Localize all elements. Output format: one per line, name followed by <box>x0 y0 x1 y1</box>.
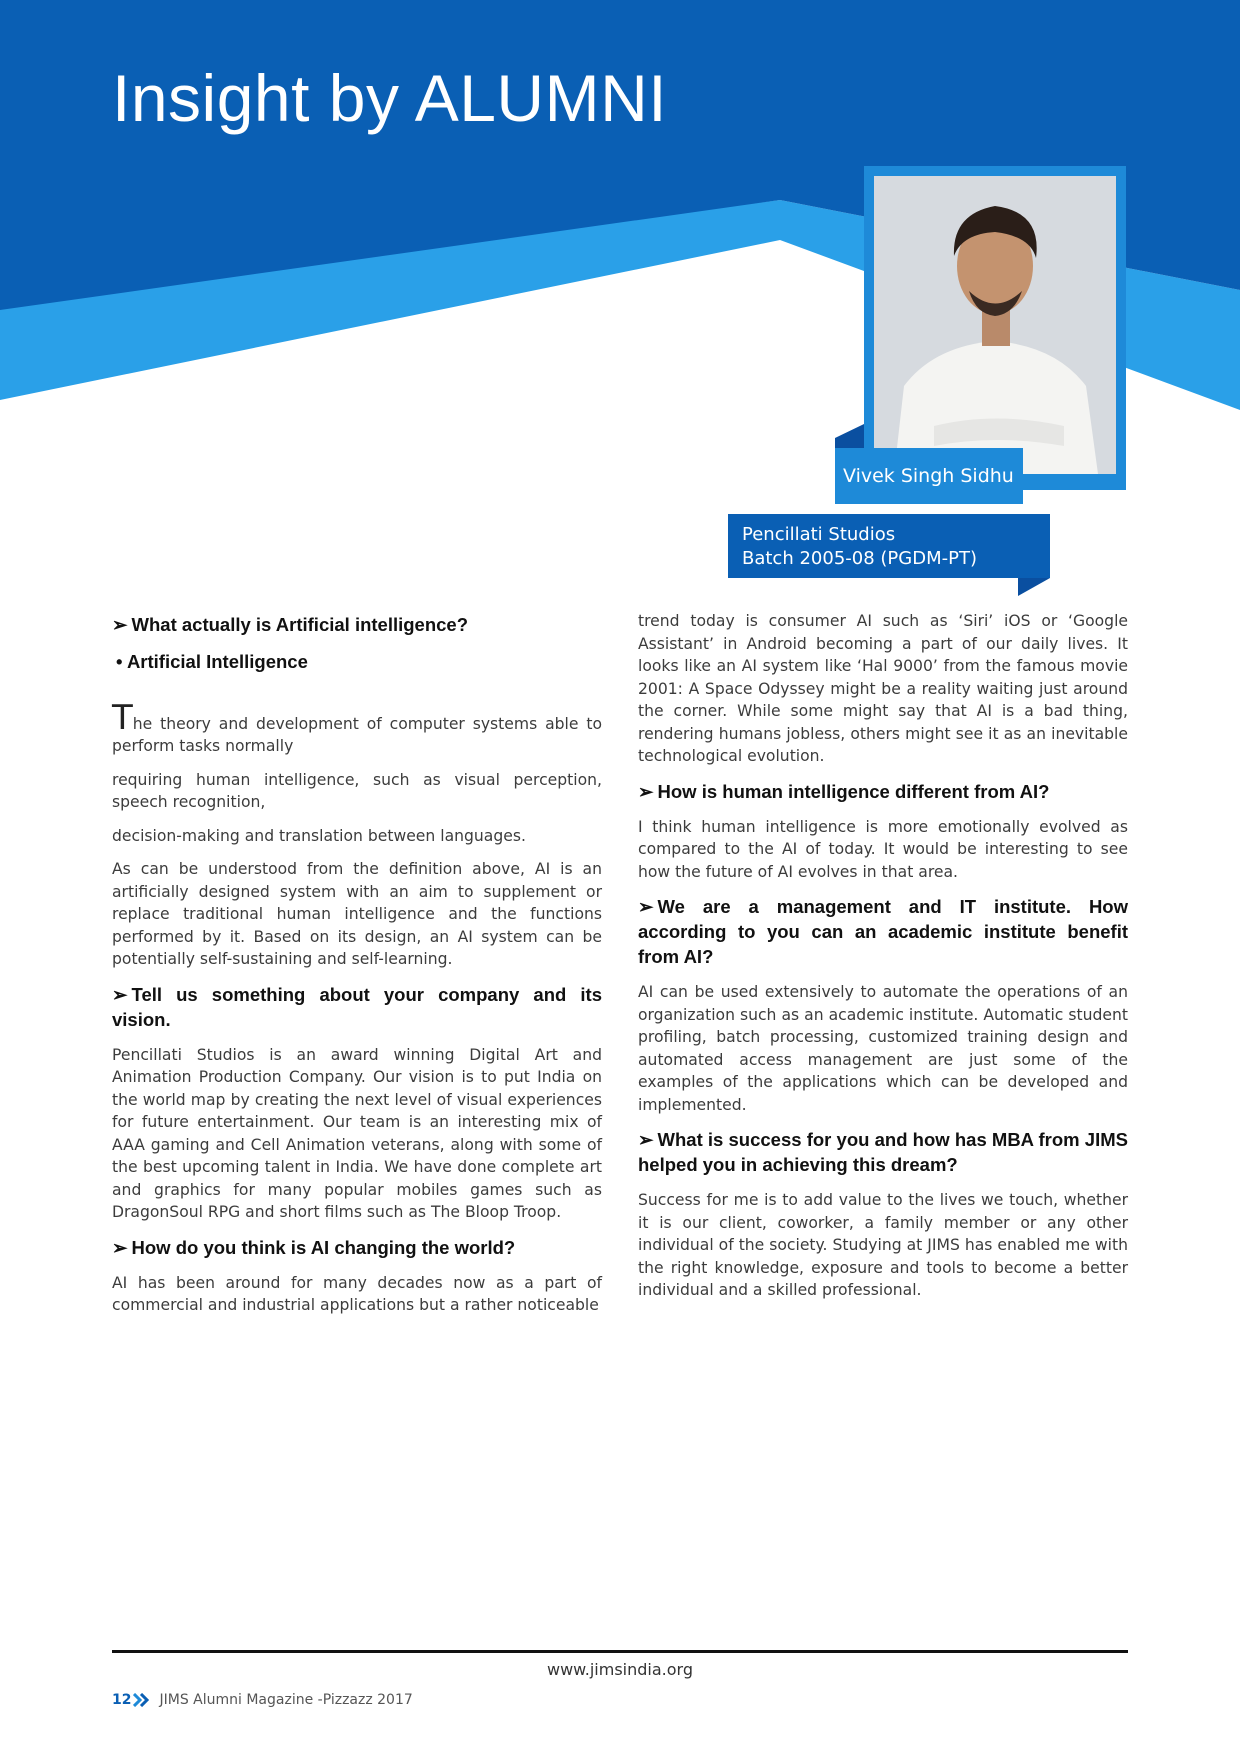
arrow-icon: ➢ <box>638 780 654 802</box>
arrow-icon: ➢ <box>638 1129 654 1150</box>
company-name: Pencillati Studios <box>742 524 896 545</box>
arrow-icon: ➢ <box>112 1236 128 1258</box>
alumni-name: Vivek Singh Sidhu <box>843 465 1014 487</box>
paragraph: AI can be used extensively to automate the operations of an organization such as an academic institute. Automatic student profiling, batch processing, customized training design and automated access management are just some of the examples of the applications which can be developed and implemented. <box>638 983 1128 1114</box>
company-box-fold <box>1018 578 1050 596</box>
company-info-box <box>728 514 1050 578</box>
name-tag-shadow <box>835 424 864 448</box>
footer-page-info <box>112 1692 413 1708</box>
question-heading <box>112 1235 602 1260</box>
bullet-text: Artificial Intelligence <box>126 651 308 672</box>
paragraph: AI has been around for many decades now as a part of commercial and industrial applications but a rather noticeable <box>112 1273 602 1314</box>
paragraph: decision-making and translation between languages. <box>112 826 526 845</box>
double-chevron-icon <box>133 1693 149 1707</box>
magazine-name: JIMS Alumni Magazine -Pizzazz 2017 <box>159 1692 413 1708</box>
left-column <box>112 612 602 1328</box>
question-text: How is human intelligence different from AI? <box>657 780 1050 802</box>
page-number: 12 <box>112 1692 132 1708</box>
bullet-heading <box>116 651 602 674</box>
paragraph: requiring human intelligence, such as visual perception, speech recognition, <box>112 770 602 811</box>
right-column <box>638 610 1128 1313</box>
paragraph <box>112 697 602 758</box>
question-heading <box>112 612 602 637</box>
batch-info: Batch 2005-08 (PGDM-PT) <box>742 548 977 569</box>
question-heading <box>112 982 602 1032</box>
question-text: We are a management and IT institute. How according to you can an academic institute benefit from AI? <box>638 896 1128 967</box>
arrow-icon: ➢ <box>112 983 128 1005</box>
question-text: Tell us something about your company and its vision. <box>112 983 602 1030</box>
portrait-photo <box>874 176 1116 474</box>
arrow-icon: ➢ <box>638 896 654 917</box>
page-title: Insight by ALUMNI <box>112 61 668 135</box>
arrow-icon: ➢ <box>112 614 128 635</box>
portrait-frame <box>864 166 1126 490</box>
paragraph-text: he theory and development of computer systems able to perform tasks normally <box>112 714 602 755</box>
footer-website[interactable]: www.jimsindia.org <box>546 1660 693 1679</box>
footer-divider <box>112 1650 1128 1653</box>
question-text: What actually is Artificial intelligence? <box>131 614 469 635</box>
alumni-name-tag <box>835 448 1023 504</box>
question-heading <box>638 894 1128 969</box>
question-heading <box>638 1127 1128 1177</box>
question-heading <box>638 779 1128 804</box>
question-text: How do you think is AI changing the world? <box>131 1236 516 1258</box>
paragraph: trend today is consumer AI such as ‘Siri’ iOS or ‘Google Assistant’ in Android becoming a part of our daily lives. It looks like an AI system like ‘Hal 9000’ from the famous movie 2001: A Space Odyssey might be a reality waiting just around the corner. While some might say that AI is a bad thing, rendering humans jobless, others might see it as an inevitable technological evolution. <box>638 612 1128 765</box>
paragraph: I think human intelligence is more emotionally evolved as compared to the AI of today. It would be interesting to see how the future of AI evolves in that area. <box>638 817 1128 881</box>
paragraph: As can be understood from the definition above, AI is an artificially designed system with an aim to supplement or replace traditional human intelligence and the functions performed by it. Based on its design, an AI system can be potentially self-sustaining and self-learning. <box>112 860 602 968</box>
paragraph: Pencillati Studios is an award winning Digital Art and Animation Production Company. Our vision is to put India on the world map by creating the next level of visual experiences for future entertainment. Our team is an interesting mix of AAA gaming and Cell Animation veterans, along with some of the best upcoming talent in India. We have done complete art and graphics for many popular mobiles games such as DragonSoul RPG and short films such as The Bloop Troop. <box>112 1045 602 1221</box>
drop-cap: T <box>112 697 133 738</box>
paragraph: Success for me is to add value to the lives we touch, whether it is our client, coworker, a family member or any other individual of the society. Studying at JIMS has enabled me with the right knowledge, exposure and tools to become a better individual and a skilled professional. <box>638 1191 1128 1299</box>
question-text: What is success for you and how has MBA from JIMS helped you in achieving this dream? <box>638 1129 1128 1175</box>
bullet-icon: • <box>116 651 127 672</box>
